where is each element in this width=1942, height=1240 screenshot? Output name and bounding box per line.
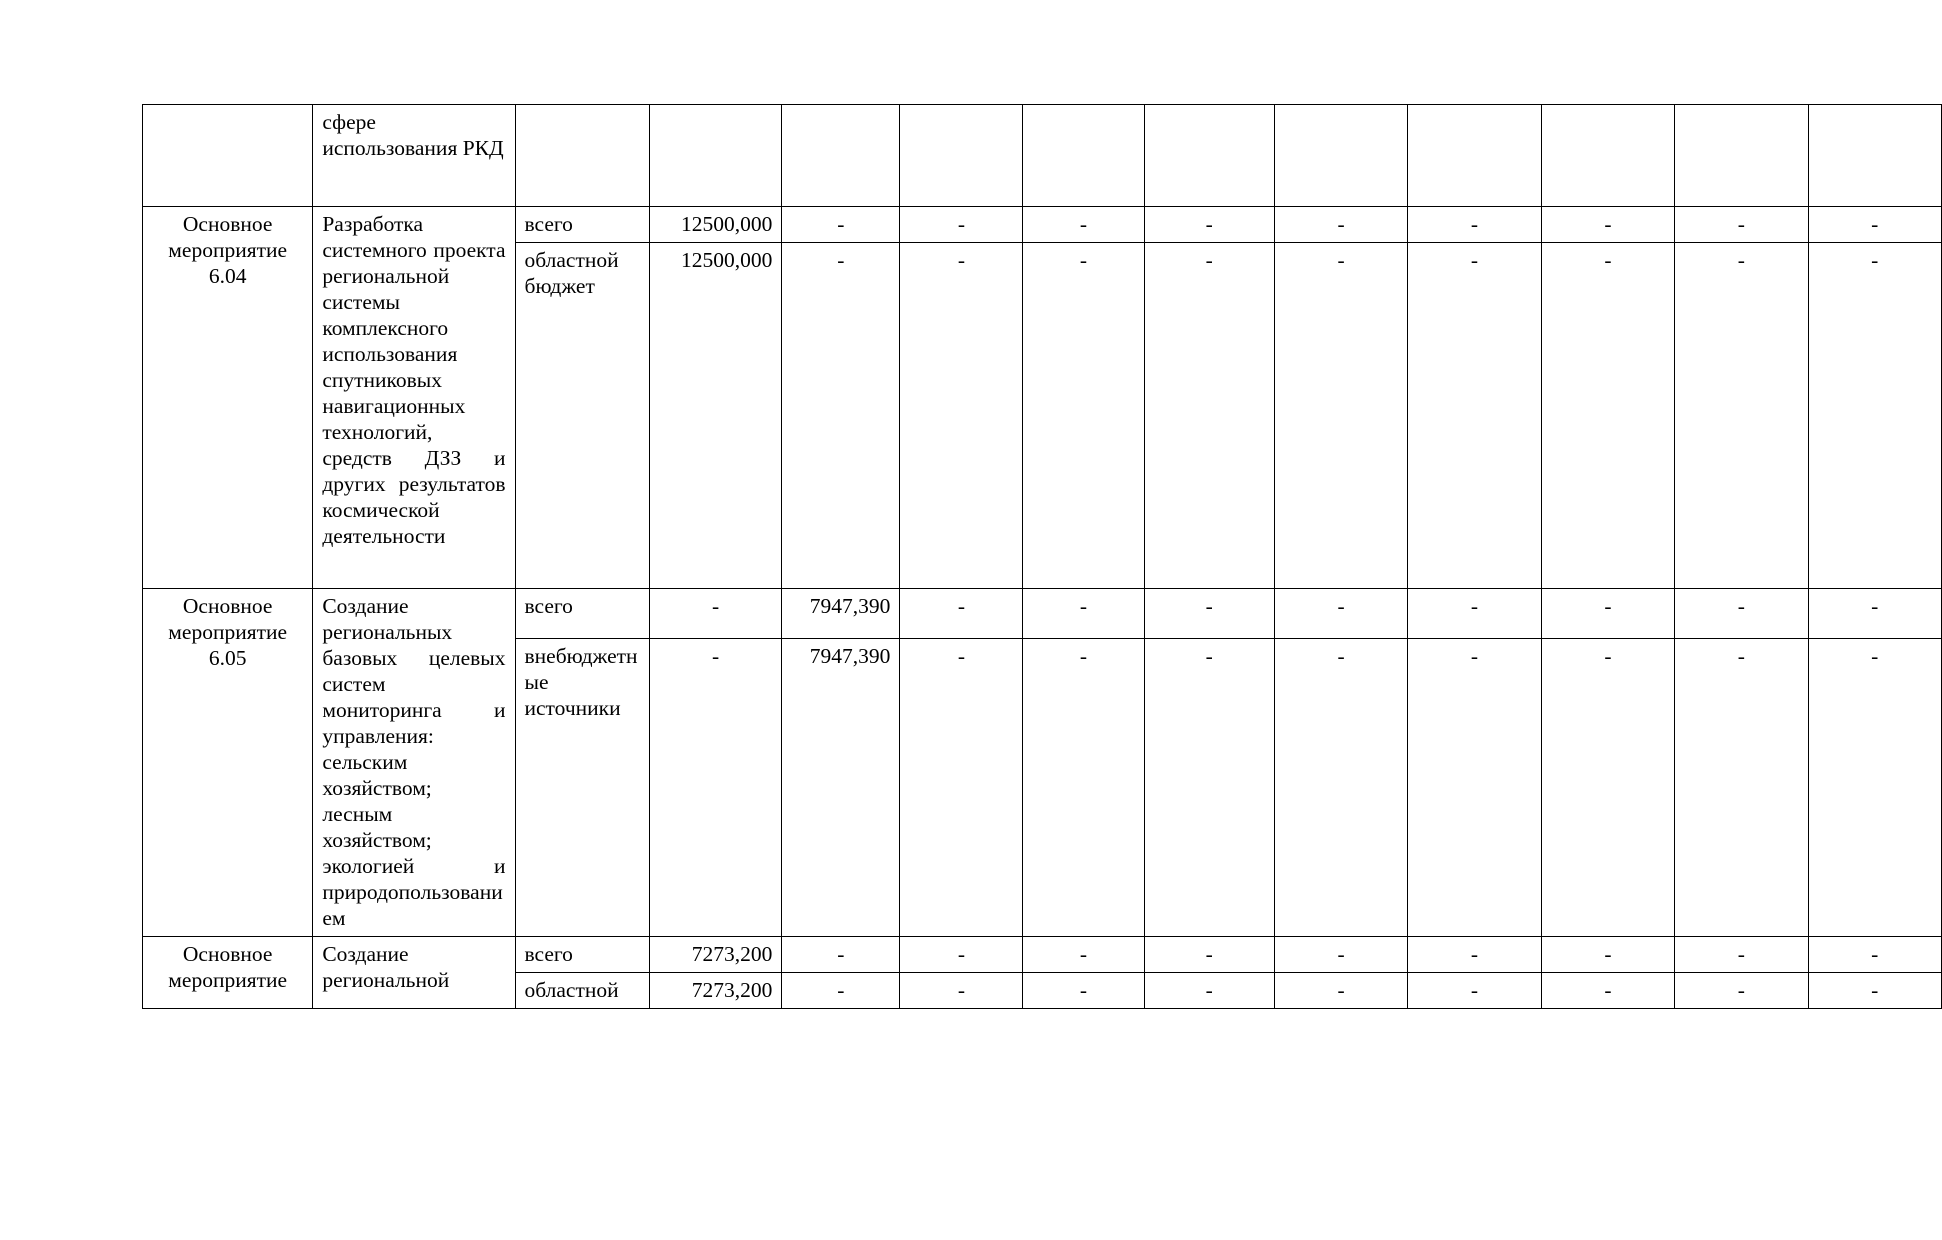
description-cell-604: Разработка системного проекта региональной системы комплексного использования спутниковых навигационных технологий, средств ДЗЗ и других результатов космической деятельности [313, 207, 515, 589]
value-cell-y9: - [1675, 937, 1808, 973]
value-cell-y3 [900, 105, 1023, 207]
value-cell-y8: - [1541, 639, 1674, 937]
value-cell-y4 [1023, 105, 1144, 207]
value-cell-y4: - [1023, 973, 1144, 1009]
table-row [143, 589, 1942, 639]
funding-source-total: всего [515, 589, 649, 639]
value-cell-y10: - [1808, 589, 1941, 639]
value-cell-y8: - [1541, 589, 1674, 639]
value-cell-y3: - [900, 937, 1023, 973]
value-cell-y7: - [1408, 639, 1541, 937]
value-cell-y7: - [1408, 589, 1541, 639]
value-cell-y4: - [1023, 243, 1144, 589]
value-cell-y10: - [1808, 639, 1941, 937]
value-cell-y6: - [1274, 937, 1407, 973]
value-cell-y5: - [1144, 207, 1274, 243]
value-cell-y5: - [1144, 973, 1274, 1009]
value-cell-y1: 7273,200 [649, 973, 781, 1009]
value-cell-y6: - [1274, 589, 1407, 639]
value-cell-y4: - [1023, 207, 1144, 243]
value-cell-y3: - [900, 639, 1023, 937]
value-cell-y7: - [1408, 243, 1541, 589]
value-cell-y8: - [1541, 973, 1674, 1009]
value-cell-y6: - [1274, 973, 1407, 1009]
value-cell-y3: - [900, 243, 1023, 589]
value-cell-y5: - [1144, 589, 1274, 639]
value-cell-y2: - [782, 937, 900, 973]
value-cell-y1: 12500,000 [649, 243, 781, 589]
value-cell-y6: - [1274, 207, 1407, 243]
value-cell-y10: - [1808, 937, 1941, 973]
description-cell-605: Создание региональных базовых целевых систем мониторинга и управления: сельским хозяйством; лесным хозяйством; экологией и природопользованием [313, 589, 515, 937]
funding-source-total: всего [515, 207, 649, 243]
value-cell-y2 [782, 105, 900, 207]
budget-table [142, 104, 1942, 1009]
value-cell-y2: 7947,390 [782, 589, 900, 639]
value-cell-y4: - [1023, 937, 1144, 973]
value-cell-y9: - [1675, 243, 1808, 589]
value-cell-y2: - [782, 973, 900, 1009]
value-cell-y7: - [1408, 207, 1541, 243]
value-cell-y7: - [1408, 973, 1541, 1009]
funding-source-total: всего [515, 937, 649, 973]
value-cell-y10 [1808, 105, 1941, 207]
value-cell-y2: - [782, 243, 900, 589]
value-cell-y1 [649, 105, 781, 207]
table-row [143, 105, 1942, 207]
value-cell-y1: 7273,200 [649, 937, 781, 973]
value-cell-y5 [1144, 105, 1274, 207]
value-cell-y9: - [1675, 589, 1808, 639]
value-cell-y3: - [900, 589, 1023, 639]
funding-source-regional-budget: областной [515, 973, 649, 1009]
value-cell-y5: - [1144, 937, 1274, 973]
value-cell-y6: - [1274, 639, 1407, 937]
measure-cell-605: Основное мероприятие 6.05 [143, 589, 313, 937]
measure-cell-next: Основное мероприятие [143, 937, 313, 1009]
measure-cell-604: Основное мероприятие 6.04 [143, 207, 313, 589]
value-cell-y9: - [1675, 639, 1808, 937]
value-cell-y5: - [1144, 639, 1274, 937]
description-cell-next: Создание региональной [313, 937, 515, 1009]
funding-source-extrabudgetary: внебюджетные источники [515, 639, 649, 937]
description-cell: сфере использования РКД [313, 105, 515, 207]
value-cell-y10: - [1808, 207, 1941, 243]
value-cell-y4: - [1023, 639, 1144, 937]
value-cell-y6: - [1274, 243, 1407, 589]
funding-source-regional-budget: областной бюджет [515, 243, 649, 589]
table-viewport [142, 104, 1879, 1056]
value-cell-y3: - [900, 973, 1023, 1009]
value-cell-y7 [1408, 105, 1541, 207]
value-cell-y9 [1675, 105, 1808, 207]
value-cell-y8: - [1541, 207, 1674, 243]
value-cell-y1: 12500,000 [649, 207, 781, 243]
value-cell-y2: 7947,390 [782, 639, 900, 937]
value-cell-y3: - [900, 207, 1023, 243]
value-cell-y8: - [1541, 937, 1674, 973]
value-cell-y5: - [1144, 243, 1274, 589]
value-cell-y1: - [649, 589, 781, 639]
table-row [143, 937, 1942, 973]
value-cell-y10: - [1808, 973, 1941, 1009]
funding-source-cell [515, 105, 649, 207]
value-cell-y7: - [1408, 937, 1541, 973]
value-cell-y8: - [1541, 243, 1674, 589]
value-cell-y9: - [1675, 973, 1808, 1009]
value-cell-y10: - [1808, 243, 1941, 589]
value-cell-y6 [1274, 105, 1407, 207]
value-cell-y1: - [649, 639, 781, 937]
measure-cell [143, 105, 313, 207]
table-row [143, 207, 1942, 243]
value-cell-y2: - [782, 207, 900, 243]
value-cell-y4: - [1023, 589, 1144, 639]
value-cell-y8 [1541, 105, 1674, 207]
value-cell-y9: - [1675, 207, 1808, 243]
